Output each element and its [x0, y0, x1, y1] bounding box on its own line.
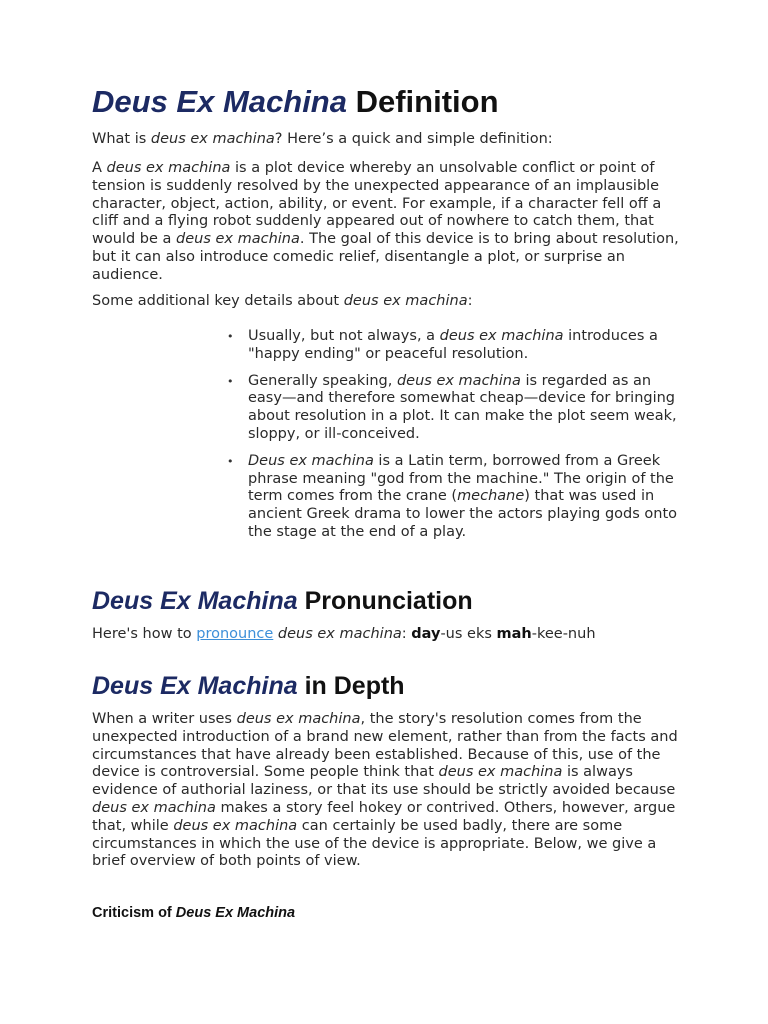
- text-run: can certainly be used badly, there are some circumstances in which the use of the device is appropriate. Below, we give a brief overview of both points of view.: [92, 817, 657, 870]
- pronunciation-heading: [92, 587, 473, 616]
- bullet-icon: •: [227, 454, 234, 468]
- list-item: [227, 328, 680, 364]
- text-run: makes a story feel hokey or contrived. Others, however, argue that, while: [92, 799, 676, 834]
- bullet-icon: •: [227, 330, 234, 343]
- pronunciation-heading-term: Deus Ex Machina: [92, 587, 298, 615]
- text-run: is a plot device whereby an unsolvable conflict or point of tension is suddenly resolved by the unexpected appearance of an implausible character, object, action, ability, or event. For example, if a character fell off a cliff and a flying robot suddenly appeared out of nowhere to catch them, that would be a: [92, 160, 662, 248]
- page-title-term: Deus Ex Machina: [92, 84, 347, 119]
- key-details-list: [227, 328, 680, 551]
- depth-heading: [92, 672, 405, 701]
- criticism-heading-term: Deus Ex Machina: [175, 905, 296, 921]
- intro-paragraph: [92, 131, 682, 149]
- text-run: is regarded as an easy—and therefore somewhat cheap—device for bringing about resolution in a plot. It can make the plot seem weak, sloppy, or ill-conceived.: [248, 372, 677, 442]
- criticism-heading-text: Criticism of: [92, 905, 176, 921]
- italic-term: deus ex machina: [439, 328, 564, 344]
- intro-term: deus ex machina: [150, 131, 275, 147]
- intro-text-start: What is: [92, 131, 151, 147]
- key-details-intro: [92, 293, 682, 311]
- text-run: Usually, but not always, a: [248, 328, 440, 344]
- text-run: Generally speaking,: [248, 372, 397, 389]
- text-run: When a writer uses: [92, 711, 237, 727]
- italic-term: deus ex machina: [396, 372, 521, 389]
- page-title-rest: Definition: [346, 84, 499, 119]
- syllable-kee-nuh: -kee-nuh: [531, 626, 596, 642]
- italic-term: deus ex machina: [176, 231, 300, 248]
- definition-paragraph: [92, 160, 682, 285]
- key-details-term: deus ex machina: [343, 293, 468, 309]
- depth-heading-term: Deus Ex Machina: [92, 672, 298, 700]
- list-item: [227, 452, 680, 542]
- italic-term: deus ex machina: [106, 160, 231, 176]
- text-run: introduces a "happy ending" or peaceful resolution.: [248, 328, 658, 362]
- text-run: is a Latin term, borrowed from a Greek phrase meaning "god from the machine." The origin of the term comes from the crane (: [248, 452, 674, 505]
- italic-term: deus ex machina: [92, 799, 216, 816]
- pronunciation-text: Here's how to: [92, 626, 197, 642]
- text-run: A: [92, 160, 107, 176]
- pronunciation-heading-rest: Pronunciation: [297, 587, 473, 615]
- criticism-heading: [92, 905, 295, 921]
- pronunciation-paragraph: [92, 626, 682, 644]
- depth-heading-rest: in Depth: [297, 672, 405, 700]
- key-details-colon: :: [467, 293, 473, 309]
- syllable-day: day: [411, 626, 441, 642]
- text-run: is always evidence of authorial laziness, or that its use should be strictly avoided because: [92, 764, 676, 799]
- text-run: ) that was used in ancient Greek drama to lower the actors playing gods onto the stage at the end of a play.: [248, 488, 678, 540]
- text-run: , the story's resolution comes from the unexpected introduction of a brand new element, rather than from the facts and circumstances that have already been established. Because of this, use of the device is controversial. Some people think that: [92, 711, 678, 781]
- depth-paragraph: [92, 711, 682, 871]
- intro-text-end: ? Here’s a quick and simple definition:: [274, 131, 553, 147]
- italic-term: deus ex machina: [438, 764, 563, 781]
- italic-term: mechane: [457, 488, 525, 505]
- italic-term: Deus ex machina: [248, 452, 374, 469]
- page-title: [92, 84, 499, 120]
- pronunciation-term: deus ex machina: [277, 626, 402, 642]
- pronunciation-colon: :: [401, 626, 412, 642]
- italic-term: deus ex machina: [173, 817, 298, 834]
- pronounce-link[interactable]: pronounce: [196, 626, 274, 642]
- bullet-icon: •: [227, 374, 234, 388]
- key-details-text: Some additional key details about: [92, 293, 344, 309]
- syllable-us-eks: -us eks: [440, 626, 497, 642]
- text-run: . The goal of this device is to bring about resolution, but it can also introduce comedic relief, disentangle a plot, or surprise an audience.: [92, 231, 679, 283]
- italic-term: deus ex machina: [236, 711, 361, 727]
- syllable-mah: mah: [496, 626, 532, 642]
- list-item: [227, 372, 680, 444]
